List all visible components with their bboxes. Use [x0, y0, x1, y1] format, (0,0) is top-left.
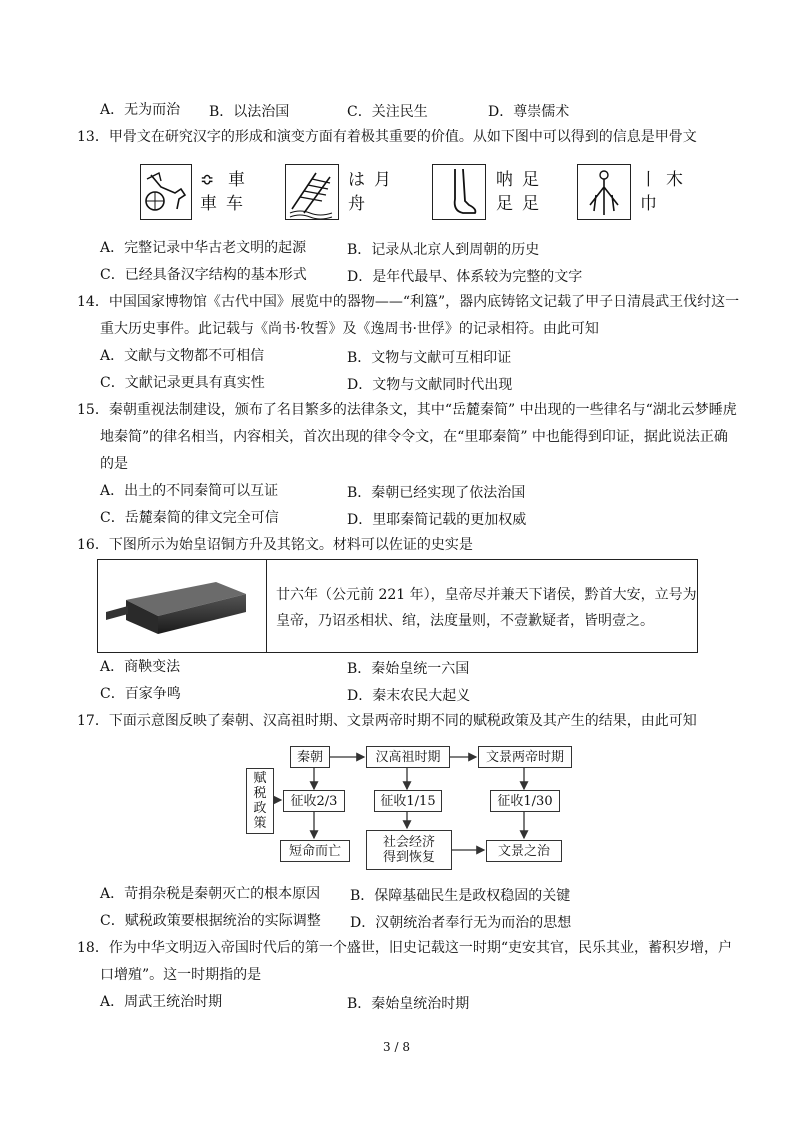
q13-chariot-row1: 車	[228, 170, 245, 190]
q13-foot-oracle: 呐	[496, 170, 513, 190]
q13-option-b: B．记录从北京人到周朝的历史	[347, 242, 540, 258]
bronze-measuring-vessel-icon	[98, 560, 266, 652]
q13-tree-oracle: 丨	[640, 170, 657, 190]
q17-stem: 17．下面示意图反映了秦朝、汉高祖时期、文景两帝时期不同的赋税政策及其产生的结果，由此可知	[77, 713, 697, 729]
q14-option-c: C．文献记录更具有真实性	[100, 375, 265, 391]
q15-option-d: D．里耶秦简记载的更加权威	[347, 512, 527, 528]
q13-boat-row2: 舟	[348, 194, 365, 214]
q16-option-a: A．商鞅变法	[100, 659, 181, 675]
q16-image-cell	[98, 560, 267, 652]
q17-flowchart	[240, 740, 580, 870]
q14-stem-line1: 14．中国国家博物馆《古代中国》展览中的器物——“利簋”，器内底铸铭文记载了甲子日清晨武王伐纣这一	[77, 294, 740, 310]
q15-option-a: A．出土的不同秦简可以互证	[100, 483, 279, 499]
q16-material-table	[97, 559, 698, 653]
q16-inscription-line1: 廿六年（公元前 221 年），皇帝尽并兼天下诸侯，黔首大安，立号为	[276, 587, 697, 603]
q13-foot-row1a: 足	[522, 170, 539, 190]
foot-pictograph-icon	[433, 165, 485, 219]
q18-stem-line2: 口增殖”。这一时期指的是	[100, 967, 262, 983]
q15-stem-line2: 地秦简”的律名相当，内容相关，首次出现的律令令文，在“里耶秦简” 中也能得到印证，据此说法正确	[100, 429, 728, 445]
page-number: 3 / 8	[383, 1040, 410, 1054]
flow-box-economy-recovery: 社会经济 得到恢复	[366, 830, 452, 870]
q12-option-b: B．以法治国	[209, 104, 290, 120]
q18-option-a: A．周武王统治时期	[100, 994, 223, 1010]
q13-option-c: C．已经具备汉字结构的基本形式	[100, 267, 307, 283]
q12-option-c: C．关注民生	[347, 104, 428, 120]
q12-option-a: A．无为而治	[100, 102, 181, 118]
q18-option-b: B．秦始皇统治时期	[347, 996, 470, 1012]
flow-box-wenjing-rule: 文景之治	[486, 840, 562, 862]
q16-option-b: B．秦始皇统一六国	[347, 661, 470, 677]
q14-stem-line2: 重大历史事件。此记载与《尚书·牧誓》及《逸周书·世俘》的记录相符。由此可知	[100, 321, 599, 337]
q16-inscription-line2: 皇帝，乃诏丞相状、绾，法度量则，不壹歉疑者，皆明壹之。	[276, 613, 654, 629]
q16-option-d: D．秦末农民大起义	[347, 688, 471, 704]
q15-option-b: B．秦朝已经实现了依法治国	[347, 485, 526, 501]
q15-stem-line3: 的是	[100, 456, 128, 472]
q13-tree-row2: 巾	[640, 194, 657, 214]
q13-boat-oracle: は	[348, 170, 365, 190]
q13-foot-row2a: 足	[496, 194, 513, 214]
q13-tree-row1a: 木	[666, 170, 683, 190]
tree-pictograph-icon	[578, 165, 630, 219]
q16-option-c: C．百家争鸣	[100, 686, 181, 702]
boat-pictograph-icon	[286, 165, 338, 219]
q13-foot-row2b: 足	[522, 194, 539, 214]
flow-box-tax-qin: 征收2/3	[283, 790, 345, 812]
chariot-pictograph-icon	[141, 165, 191, 219]
q13-chariot-oracle: ≎	[200, 170, 215, 190]
q14-option-b: B．文物与文献可互相印证	[347, 350, 512, 366]
flow-box-tax-wenjing: 征收1/30	[490, 790, 560, 812]
flow-box-han-gaozu: 汉高祖时期	[366, 746, 450, 768]
q17-option-c: C．赋税政策要根据统治的实际调整	[100, 913, 321, 929]
q12-option-d: D．尊崇儒术	[488, 104, 570, 120]
q16-stem: 16．下图所示为始皇诏铜方升及其铭文。材料可以佐证的史实是	[77, 537, 473, 553]
flow-box-tax-gaozu: 征收1/15	[374, 790, 442, 812]
flow-box-short-lived: 短命而亡	[280, 840, 350, 862]
flow-side-label: 赋 税 政 策	[246, 768, 274, 834]
q17-option-b: B．保障基础民生是政权稳固的关键	[350, 888, 571, 904]
q15-option-c: C．岳麓秦简的律文完全可信	[100, 510, 279, 526]
q13-boat-row1a: 月	[374, 170, 391, 190]
q14-option-a: A．文献与文物都不可相信	[100, 348, 265, 364]
q17-option-a: A．苛捐杂税是秦朝灭亡的根本原因	[100, 886, 321, 902]
q13-chariot-row2a: 車	[200, 194, 217, 214]
flow-box-wenjing: 文景两帝时期	[478, 746, 572, 768]
q13-chariot-row2b: 车	[226, 194, 243, 214]
q13-option-a: A．完整记录中华古老文明的起源	[100, 240, 307, 256]
q14-option-d: D．文物与文献同时代出现	[347, 377, 513, 393]
q15-stem-line1: 15．秦朝重视法制建设，颁布了名目繁多的法律条文，其中“岳麓秦简” 中出现的一些律名与“湖北云梦睡虎	[77, 402, 737, 418]
q13-stem: 13．甲骨文在研究汉字的形成和演变方面有着极其重要的价值。从如下图中可以得到的信息是甲骨文	[77, 129, 697, 145]
q18-stem-line1: 18．作为中华文明迈入帝国时代后的第一个盛世，旧史记载这一时期“吏安其官，民乐其业，蓄积岁增，户	[77, 940, 732, 956]
flow-box-qin: 秦朝	[290, 746, 330, 768]
q17-option-d: D．汉朝统治者奉行无为而治的思想	[350, 915, 572, 931]
q13-option-d: D．是年代最早、体系较为完整的文字	[347, 269, 583, 285]
